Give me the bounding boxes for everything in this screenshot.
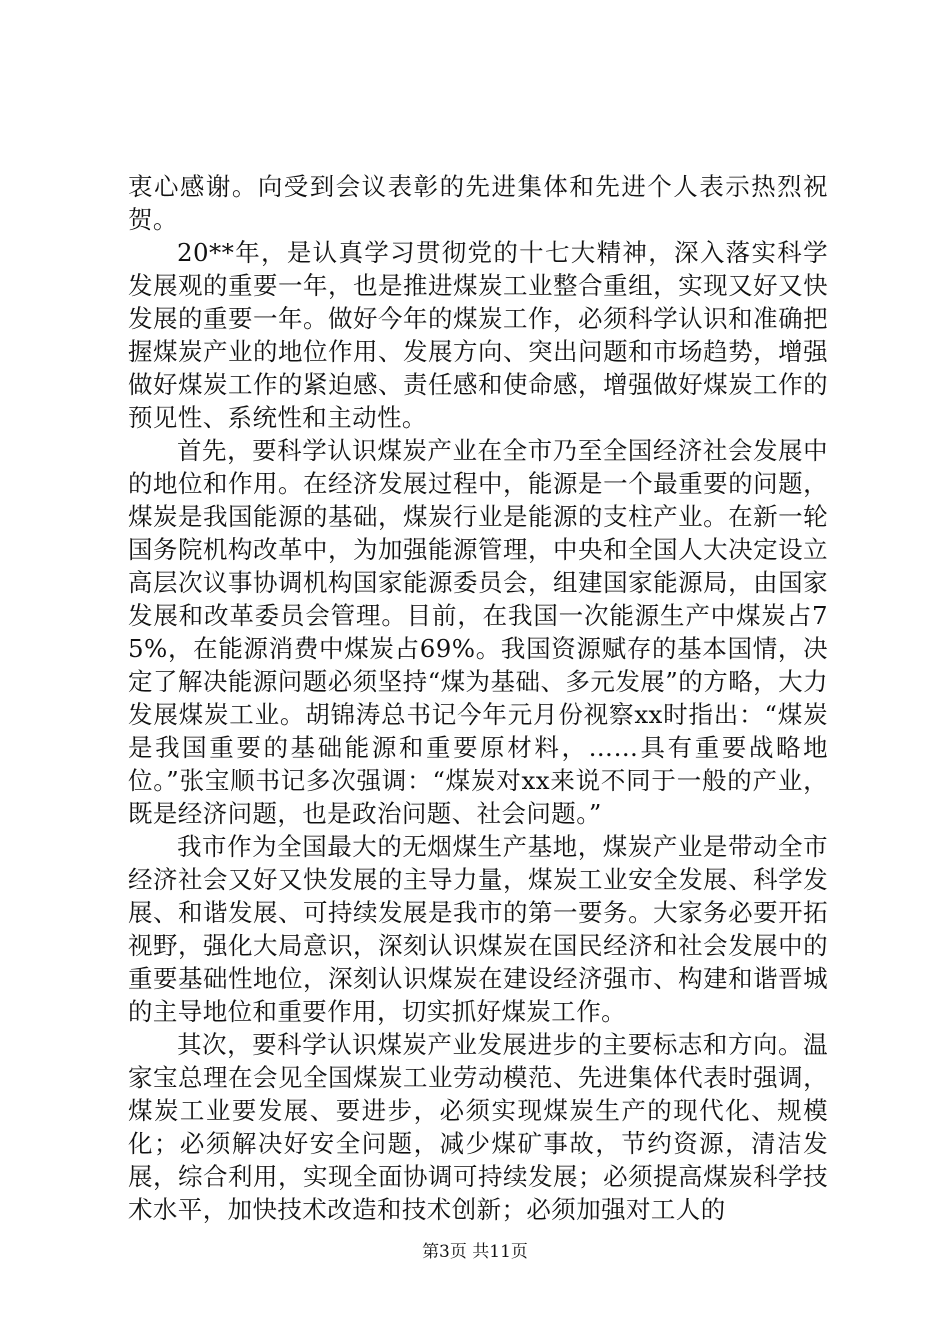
paragraph-5: 其次，要科学认识煤炭产业发展进步的主要标志和方向。温家宝总理在会见全国煤炭工业劳动模范、先进集体代表时强调，煤炭工业要发展、要进步，必须实现煤炭生产的现代化、规模化；必须解决好安全问题，减少煤矿事故，节约资源，清洁发展，综合利用，实现全面协调可持续发展；必须提高煤炭科学技术水平，加快技术改造和技术创新；必须加强对工人的 [128,1030,828,1224]
paragraph-2: 20**年，是认真学习贯彻党的十七大精神，深入落实科学发展观的重要一年，也是推进煤炭工业整合重组，实现又好又快发展的重要一年。做好今年的煤炭工作，必须科学认识和准确把握煤炭产业的地位作用、发展方向、突出问题和市场趋势，增强做好煤炭工作的紧迫感、责任感和使命感，增强做好煤炭工作的预见性、系统性和主动性。 [128,238,828,432]
page-footer: 第3页 共11页 [422,1242,528,1262]
paragraph-4: 我市作为全国最大的无烟煤生产基地，煤炭产业是带动全市经济社会又好又快发展的主导力量，煤炭工业安全发展、科学发展、和谐发展、可持续发展是我市的第一要务。大家务必要开拓视野，强化大局意识，深刻认识煤炭在国民经济和社会发展中的重要基础性地位，深刻认识煤炭在建设经济强市、构建和谐晋城的主导地位和重要作用，切实抓好煤炭工作。 [128,832,828,1026]
paragraph-3: 首先，要科学认识煤炭产业在全市乃至全国经济社会发展中的地位和作用。在经济发展过程中，能源是一个最重要的问题，煤炭是我国能源的基础，煤炭行业是能源的支柱产业。在新一轮国务院机构改革中，为加强能源管理，中央和全国人大决定设立高层次议事协调机构国家能源委员会，组建国家能源局，由国家发展和改革委员会管理。目前，在我国一次能源生产中煤炭占75%，在能源消费中煤炭占69%。我国资源赋存的基本国情，决定了解决能源问题必须坚持“煤为基础、多元发展”的方略，大力发展煤炭工业。胡锦涛总书记今年元月份视察xx时指出：“煤炭是我国重要的基础能源和重要原材料，……具有重要战略地位。”张宝顺书记多次强调：“煤炭对xx来说不同于一般的产业，既是经济问题，也是政治问题、社会问题。” [128,436,828,828]
paragraph-continuation: 衷心感谢。向受到会议表彰的先进集体和先进个人表示热烈祝贺。 [128,172,828,234]
document-body [128,170,828,1226]
